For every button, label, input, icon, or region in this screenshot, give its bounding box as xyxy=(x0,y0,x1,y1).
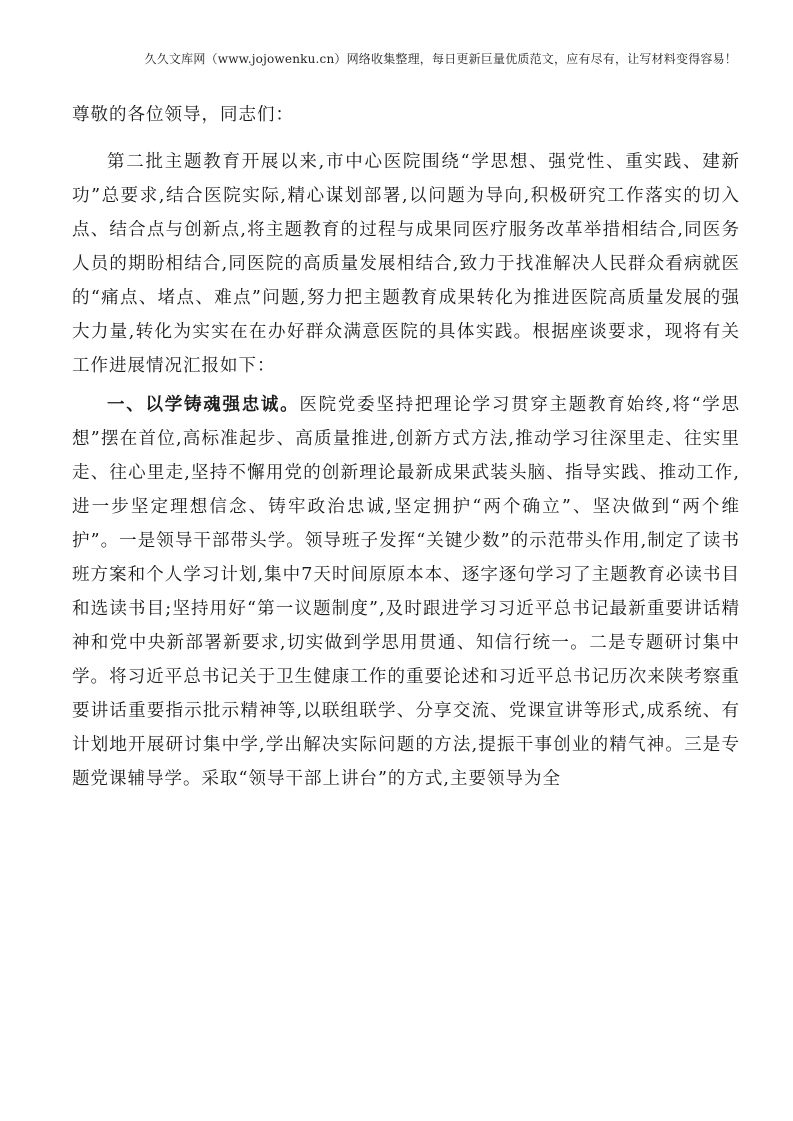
page-header: 久久文库网（www.jojowenku.cn）网络收集整理，每日更新巨量优质范文，应有尽有，让写材料变得容易！ xyxy=(144,52,737,66)
document-body xyxy=(72,92,740,796)
section-heading: 一、以学铸魂强忠诚。 xyxy=(107,395,300,415)
paragraph-intro: 第二批主题教育开展以来,市中心医院围绕“学思想、强党性、重实践、建新功”总要求,结合医院实际,精心谋划部署,以问题为导向,积极研究工作落实的切入点、结合点与创新点,将主题教育的过程与成果同医疗服务改革举措相结合,同医务人员的期盼相结合,同医院的高质量发展相结合,致力于找准解决人民群众看病就医的“痛点、堵点、难点”问题,努力把主题教育成果转化为推进医院高质量发展的强大力量,转化为实实在在办好群众满意医院的具体实践。根据座谈要求，现将有关工作进展情况汇报如下： xyxy=(72,152,740,376)
salutation: 尊敬的各位领导，同志们： xyxy=(72,105,294,125)
section-body: 医院党委坚持把理论学习贯穿主题教育始终,将“学思想”摆在首位,高标准起步、高质量推进,创新方式方法,推动学习往深里走、往实里走、往心里走,坚持不懈用党的创新理论最新成果武装头脑、指导实践、推动工作,进一步坚定理想信念、铸牢政治忠诚,坚定拥护“两个确立”、坚决做到“两个维护”。一是领导干部带头学。领导班子发挥“关键少数”的示范带头作用,制定了读书班方案和个人学习计划,集中7天时间原原本本、逐字逐句学习了主题教育必读书目和选读书目;坚持用好“第一议题制度”,及时跟进学习习近平总书记最新重要讲话精神和党中央新部署新要求,切实做到学思用贯通、知信行统一。二是专题研讨集中学。将习近平总书记关于卫生健康工作的重要论述和习近平总书记历次来陕考察重要讲话重要指示批示精神等,以联组联学、分享交流、党课宣讲等形式,成系统、有计划地开展研讨集中学,学出解决实际问题的方法,提振干事创业的精气神。三是专题党课辅导学。采取“领导干部上讲台”的方式,主要领导为全 xyxy=(72,395,740,789)
paragraph-section-1 xyxy=(72,388,740,796)
